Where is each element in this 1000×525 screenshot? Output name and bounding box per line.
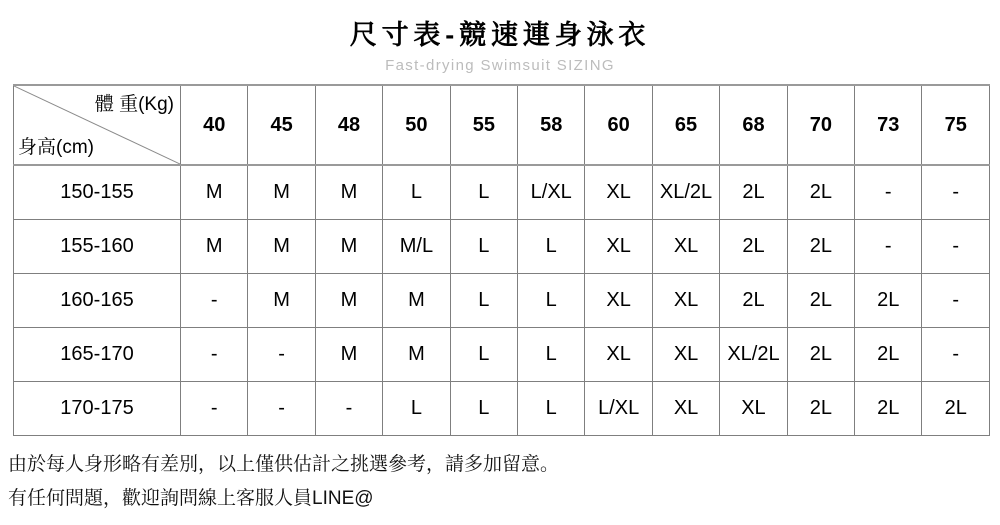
size-cell: XL [585,273,652,327]
size-cell: L [450,273,517,327]
size-cell: 2L [720,273,787,327]
size-table [13,84,990,436]
table-row [14,381,990,435]
table-row [14,273,990,327]
size-cell: XL [585,327,652,381]
table-row [14,219,990,273]
size-cell: M [315,273,382,327]
size-cell: - [922,165,990,219]
size-cell: 2L [787,165,854,219]
page-subtitle: Fast-drying Swimsuit SIZING [385,57,615,74]
size-cell: - [922,219,990,273]
size-cell: XL [652,273,719,327]
size-cell: 2L [855,381,922,435]
height-axis-label: 身高(cm) [18,137,94,158]
size-cell: L [450,165,517,219]
size-cell: - [181,273,248,327]
footer-note-line2: 有任何問題，歡迎詢問線上客服人員LINE@ [8,487,374,509]
weight-header-cell: 55 [450,85,517,165]
size-cell: 2L [855,273,922,327]
size-cell: L [518,273,585,327]
size-cell: L [450,327,517,381]
size-cell: L [450,381,517,435]
page-title: 尺寸表-競速連身泳衣 [349,20,651,50]
size-cell: L [383,165,450,219]
size-cell: M [248,165,315,219]
table-row [14,165,990,219]
size-cell: L/XL [518,165,585,219]
size-cell: XL/2L [652,165,719,219]
size-cell: XL [585,219,652,273]
weight-header-cell: 60 [585,85,652,165]
weight-header-cell: 48 [315,85,382,165]
size-cell: M [315,327,382,381]
footer-notes [8,448,1000,516]
corner-header-cell [14,85,181,165]
size-cell: - [248,327,315,381]
size-cell: M/L [383,219,450,273]
size-cell: L [450,219,517,273]
size-cell: XL/2L [720,327,787,381]
weight-header-cell: 75 [922,85,990,165]
size-cell: M [248,219,315,273]
size-cell: L [383,381,450,435]
size-cell: XL [652,219,719,273]
size-cell: L/XL [585,381,652,435]
size-cell: - [922,327,990,381]
size-cell: 2L [855,327,922,381]
size-cell: 2L [720,165,787,219]
weight-header-cell: 45 [248,85,315,165]
size-cell: L [518,219,585,273]
size-cell: XL [585,165,652,219]
size-cell: XL [720,381,787,435]
height-row-label: 170-175 [14,381,181,435]
size-cell: M [315,219,382,273]
size-cell: - [181,381,248,435]
weight-header-cell: 65 [652,85,719,165]
size-cell: 2L [922,381,990,435]
size-cell: M [315,165,382,219]
size-cell: - [248,381,315,435]
height-row-label: 165-170 [14,327,181,381]
size-cell: - [181,327,248,381]
size-cell: M [383,273,450,327]
size-cell: 2L [787,273,854,327]
size-cell: - [855,219,922,273]
size-cell: 2L [787,381,854,435]
size-cell: - [922,273,990,327]
size-cell: L [518,381,585,435]
weight-header-cell: 50 [383,85,450,165]
size-cell: 2L [787,327,854,381]
size-cell: M [248,273,315,327]
size-table-body [14,165,990,435]
size-cell: - [315,381,382,435]
height-row-label: 155-160 [14,219,181,273]
height-row-label: 150-155 [14,165,181,219]
table-row [14,327,990,381]
table-header-row [14,85,990,165]
weight-header-cell: 58 [518,85,585,165]
weight-header-cell: 40 [181,85,248,165]
weight-header-cell: 73 [855,85,922,165]
size-cell: M [383,327,450,381]
weight-axis-label: 體 重(Kg) [94,94,174,115]
size-cell: XL [652,327,719,381]
size-cell: M [181,165,248,219]
size-cell: XL [652,381,719,435]
footer-note-line1: 由於每人身形略有差別，以上僅供估計之挑選參考，請多加留意。 [8,453,560,475]
weight-header-cell: 68 [720,85,787,165]
size-cell: M [181,219,248,273]
size-cell: 2L [787,219,854,273]
weight-header-cell: 70 [787,85,854,165]
size-cell: L [518,327,585,381]
height-row-label: 160-165 [14,273,181,327]
size-cell: 2L [720,219,787,273]
size-cell: - [855,165,922,219]
